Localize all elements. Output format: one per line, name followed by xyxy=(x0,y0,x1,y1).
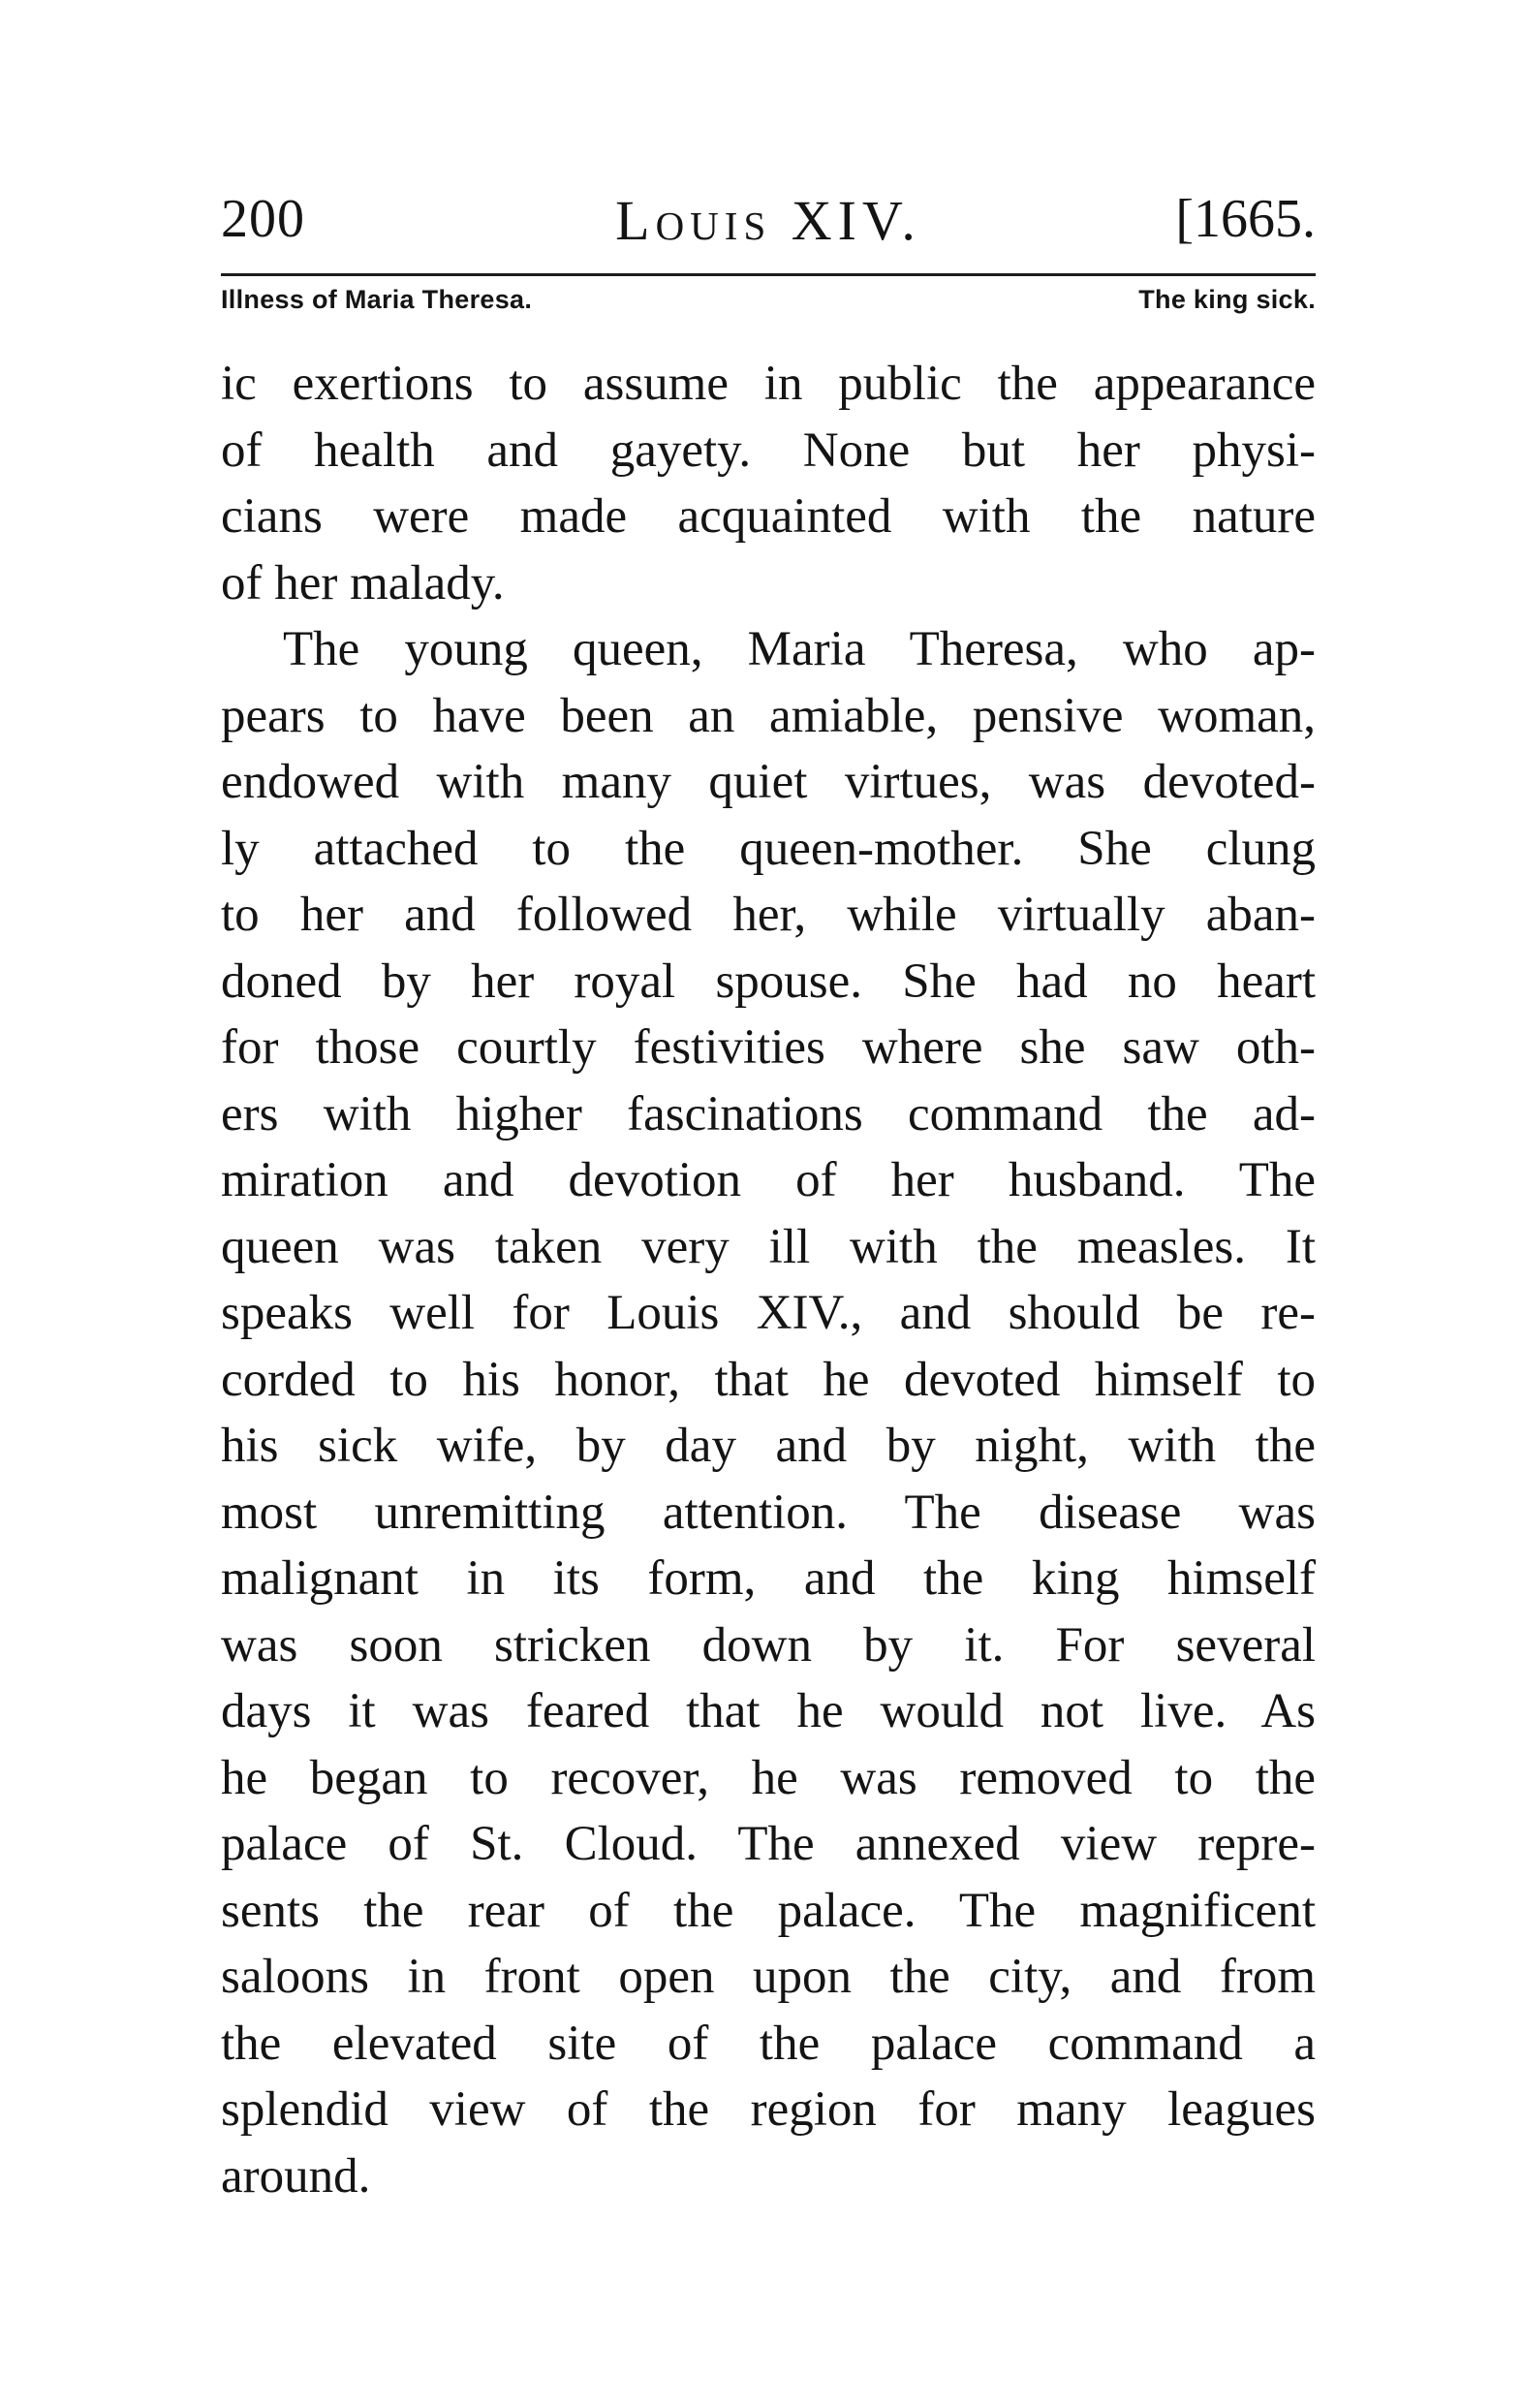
body-text xyxy=(221,351,1316,2209)
text-line: miration and devotion of her husband. The xyxy=(221,1153,1316,1207)
text-line: pears to have been an amiable, pensive woman, xyxy=(221,688,1316,743)
text-line: was soon stricken down by it. For several xyxy=(221,1617,1316,1673)
text-line: palace of St. Cloud. The annexed view repre- xyxy=(221,1817,1316,1871)
text-line: for those courtly festivities where she saw oth- xyxy=(221,1020,1316,1075)
page-header xyxy=(221,182,1316,260)
text-line: sents the rear of the palace. The magnificent xyxy=(221,1883,1316,1938)
text-line: days it was feared that he would not live. As xyxy=(221,1684,1316,1738)
header-year: [1665. xyxy=(1175,189,1316,249)
text-line: ic exertions to assume in public the appearance xyxy=(221,357,1316,411)
text-line: of health and gayety. None but her physi- xyxy=(221,422,1316,478)
text-line: queen was taken very ill with the measles. It xyxy=(221,1219,1316,1274)
text-line: around. xyxy=(221,2148,371,2204)
text-line: cians were made acquainted with the nature xyxy=(221,489,1316,544)
text-line: ly attached to the queen-mother. She clung xyxy=(221,821,1316,876)
text-line: corded to his honor, that he devoted himself to xyxy=(221,1352,1316,1407)
text-line: to her and followed her, while virtually aban- xyxy=(221,888,1316,942)
text-line: endowed with many quiet virtues, was devoted- xyxy=(221,755,1316,809)
text-line: The young queen, Maria Theresa, who ap- xyxy=(283,622,1316,676)
page-number: 200 xyxy=(221,189,305,249)
text-line: the elevated site of the palace command a xyxy=(221,2016,1316,2071)
side-notes xyxy=(221,285,1316,324)
text-line: splendid view of the region for many leagues xyxy=(221,2082,1316,2137)
text-line: ers with higher fascinations command the ad- xyxy=(221,1086,1316,1141)
text-line: most unremitting attention. The disease was xyxy=(221,1485,1316,1540)
text-line: malignant in its form, and the king himself xyxy=(221,1551,1316,1606)
text-line: doned by her royal spouse. She had no heart xyxy=(221,954,1316,1009)
header-rule xyxy=(221,273,1316,276)
side-note-left: Illness of Maria Theresa. xyxy=(221,285,533,314)
side-note-right: The king sick. xyxy=(1138,285,1316,314)
text-line: his sick wife, by day and by night, with the xyxy=(221,1419,1316,1473)
text-line: of her malady. xyxy=(221,555,505,610)
text-line: saloons in front open upon the city, and from xyxy=(221,1950,1316,2004)
running-title: Louis XIV. xyxy=(615,189,921,252)
text-line: speaks well for Louis XIV., and should be re- xyxy=(221,1286,1316,1340)
text-line: he began to recover, he was removed to the xyxy=(221,1750,1316,1805)
